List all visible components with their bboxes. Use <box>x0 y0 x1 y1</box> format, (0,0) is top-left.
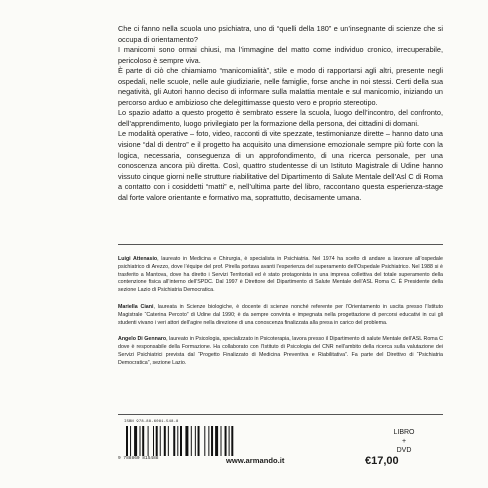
author-bio <box>118 304 443 327</box>
author-name: Mariella Ciani <box>118 303 154 310</box>
author-description: , laureato in Medicina e Chirurgia, è specialista in Psichiatria. Nel 1974 ha scelto di andare a lavorare all’ospedale psichiatrico di Arezzo, dove l’équipe del prof. Pirella portava avanti l’esperienza del superamento dell’Ospedale Psichiatrico. Nel 1988 si è trasferito a Mantova, dove ha diretto i Servizi Territoriali ed è stato protagonista in una impresa collettiva del totale superamento della contenzione fisica all’interno dell’SPDC. Dal 1997 è Direttore del Dipartimento di Salute Mentale dell’ASL Roma C. È Presidente della sezione Lazio di Psichiatria Democratica. <box>118 256 444 294</box>
divider <box>118 244 443 245</box>
blurb-paragraph: Le modalità operative – foto, video, racconti di vite spezzate, testimonianze dirette – hanno dato una visione “dal di dentro” e il progetto ha acquisito una dimensione emozionale sempre più forte con la logica, necessaria, conseguenza di un approfondimento, di una ricerca personale, per una conoscenza ancora più diretta. Così, quattro studentesse di un Istituto Magistrale di Udine hanno vissuto cinque giorni nelle strutture riabilitative del Dipartimento di Salute Mentale dell’Asl C di Roma a contatto con i cosiddetti “matti” e, nell’ultima parte del libro, raccontano questa esperienza-stage dal forte valore orientante e formativo ma, soprattutto, decisamente umana. <box>118 129 443 202</box>
author-bio <box>118 256 443 295</box>
blurb-paragraph: I manicomi sono ormai chiusi, ma l’immagine del matto come individuo cronico, irrecuperabile, pericoloso è sempre viva. <box>118 45 443 65</box>
author-description: , laureata in Scienze biologiche, è docente di scienze nonché referente per l’Orientamento in uscita presso l’Istituto Magistrale “Caterina Percoto” di Udine dal 1990; è da sempre convinta e impegnata nella progettazione di percorsi educativi in cui gli studenti vivano i veri attori dell’agire nella direzione di una conoscenza finalizzata alla presa in carico del problema. <box>118 303 443 326</box>
blurb-paragraph: Che ci fanno nella scuola uno psichiatra, uno di “quelli della 180” e un’insegnante di scienze che si occupa di orientamento? <box>118 24 443 44</box>
format-line: LIBRO <box>393 429 415 436</box>
divider <box>118 414 443 415</box>
barcode-bars <box>124 426 274 456</box>
blurb-paragraph: Lo spazio adatto a questo progetto è sembrato essere la scuola, luogo dell’incontro, del confronto, dell’apprendimento, luogo privilegiato per la formazione della persona, dei cittadini di domani. <box>118 108 443 128</box>
author-name: Angelo Di Gennaro <box>118 336 167 343</box>
isbn-label: ISBN 978-88-6081-548-8 <box>124 420 179 424</box>
author-bio <box>118 336 443 367</box>
format-label <box>384 428 424 455</box>
author-description: , laureato in Psicologia, specializzato in Psicoterapia, lavora presso il Dipartimento di salute Mentale dell’ASL Roma C dove è responsabile della Formazione. Ha collaborato con l’Istituto di Psicologia del CNR nell’ambito della ricerca sulla valutazione dei Servizi Psichiatrici prevista dal “Progetto Finalizzato di Medicina Preventiva e Riabilitativa”. Fa parte del Direttivo di “Psichiatria Democratica”, sezione Lazio. <box>118 336 443 366</box>
blurb-paragraph: È parte di ciò che chiamiamo “manicomialità”, stile e modo di rapportarsi agli altri, presente negli ospedali, nelle scuole, nelle aule giudiziarie, nelle famiglie, forse anche in noi stessi. Certi della sua negatività, gli Autori hanno deciso di informare sulla malattia mentale e sul manicomio, iniziando un percorso arduo e ambizioso che delegittimasse questo vero e proprio stereotipo. <box>118 66 443 107</box>
blurb <box>118 24 443 203</box>
author-bios <box>118 256 443 377</box>
format-line: DVD <box>396 447 412 454</box>
author-name: Luigi Attenasio <box>118 256 158 262</box>
format-line: + <box>401 438 407 445</box>
price: €17,00 <box>365 455 399 467</box>
publisher-website: www.armando.it <box>226 456 285 465</box>
ean-number: 9 788860 815488 <box>118 456 159 461</box>
